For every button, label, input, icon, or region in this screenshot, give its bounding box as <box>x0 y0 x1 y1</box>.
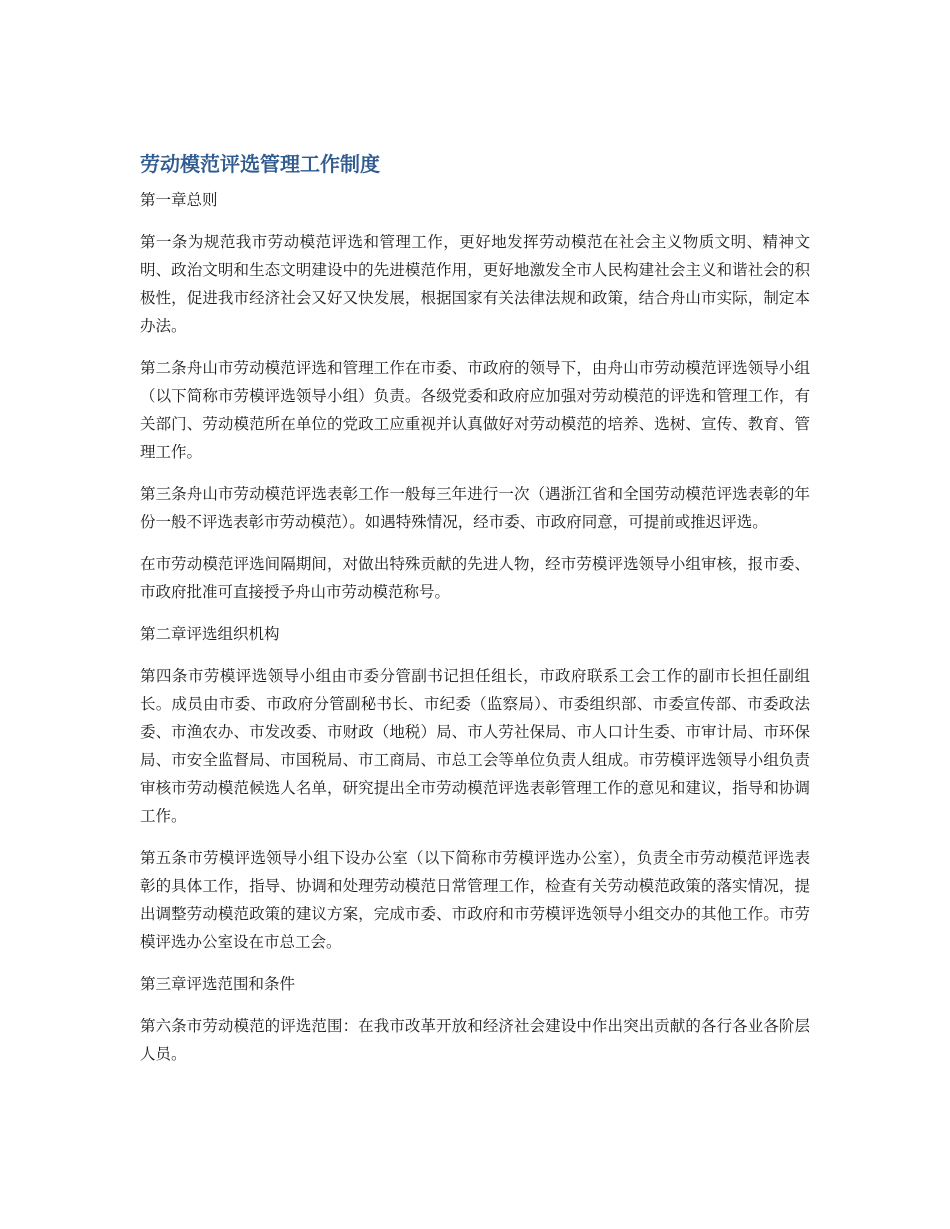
article-paragraph: 在市劳动模范评选间隔期间，对做出特殊贡献的先进人物，经市劳模评选领导小组审核，报市委、市政府批准可直接授予舟山市劳动模范称号。 <box>140 555 810 601</box>
chapter-heading: 第三章评选范围和条件 <box>140 975 296 993</box>
document-page <box>140 148 810 1082</box>
article-paragraph: 第五条市劳模评选领导小组下设办公室（以下简称市劳模评选办公室），负责全市劳动模范评选表彰的具体工作，指导、协调和处理劳动模范日常管理工作，检查有关劳动模范政策的落实情况，提出调整劳动模范政策的建议方案，完成市委、市政府和市劳模评选领导小组交办的其他工作。市劳模评选办公室设在市总工会。 <box>140 849 810 951</box>
article-paragraph: 第三条舟山市劳动模范评选表彰工作一般每三年进行一次（遇浙江省和全国劳动模范评选表彰的年份一般不评选表彰市劳动模范）。如遇特殊情况，经市委、市政府同意，可提前或推迟评选。 <box>140 485 810 531</box>
article-paragraph: 第一条为规范我市劳动模范评选和管理工作，更好地发挥劳动模范在社会主义物质文明、精神文明、政治文明和生态文明建设中的先进模范作用，更好地激发全市人民构建社会主义和谐社会的积极性，促进我市经济社会又好又快发展，根据国家有关法律法规和政策，结合舟山市实际，制定本办法。 <box>140 233 810 335</box>
chapter-heading: 第一章总则 <box>140 191 218 209</box>
article-paragraph: 第六条市劳动模范的评选范围：在我市改革开放和经济社会建设中作出突出贡献的各行各业各阶层人员。 <box>140 1017 810 1063</box>
article-paragraph: 第二条舟山市劳动模范评选和管理工作在市委、市政府的领导下，由舟山市劳动模范评选领导小组（以下简称市劳模评选领导小组）负责。各级党委和政府应加强对劳动模范的评选和管理工作，有关部门、劳动模范所在单位的党政工应重视并认真做好对劳动模范的培养、选树、宣传、教育、管理工作。 <box>140 359 810 461</box>
article-paragraph: 第四条市劳模评选领导小组由市委分管副书记担任组长，市政府联系工会工作的副市长担任副组长。成员由市委、市政府分管副秘书长、市纪委（监察局）、市委组织部、市委宣传部、市委政法委、市渔农办、市发改委、市财政（地税）局、市人劳社保局、市人口计生委、市审计局、市环保局、市安全监督局、市国税局、市工商局、市总工会等单位负责人组成。市劳模评选领导小组负责审核市劳动模范候选人名单，研究提出全市劳动模范评选表彰管理工作的意见和建议，指导和协调工作。 <box>140 667 810 825</box>
chapter-heading: 第二章评选组织机构 <box>140 625 280 643</box>
document-title: 劳动模范评选管理工作制度 <box>140 152 380 176</box>
